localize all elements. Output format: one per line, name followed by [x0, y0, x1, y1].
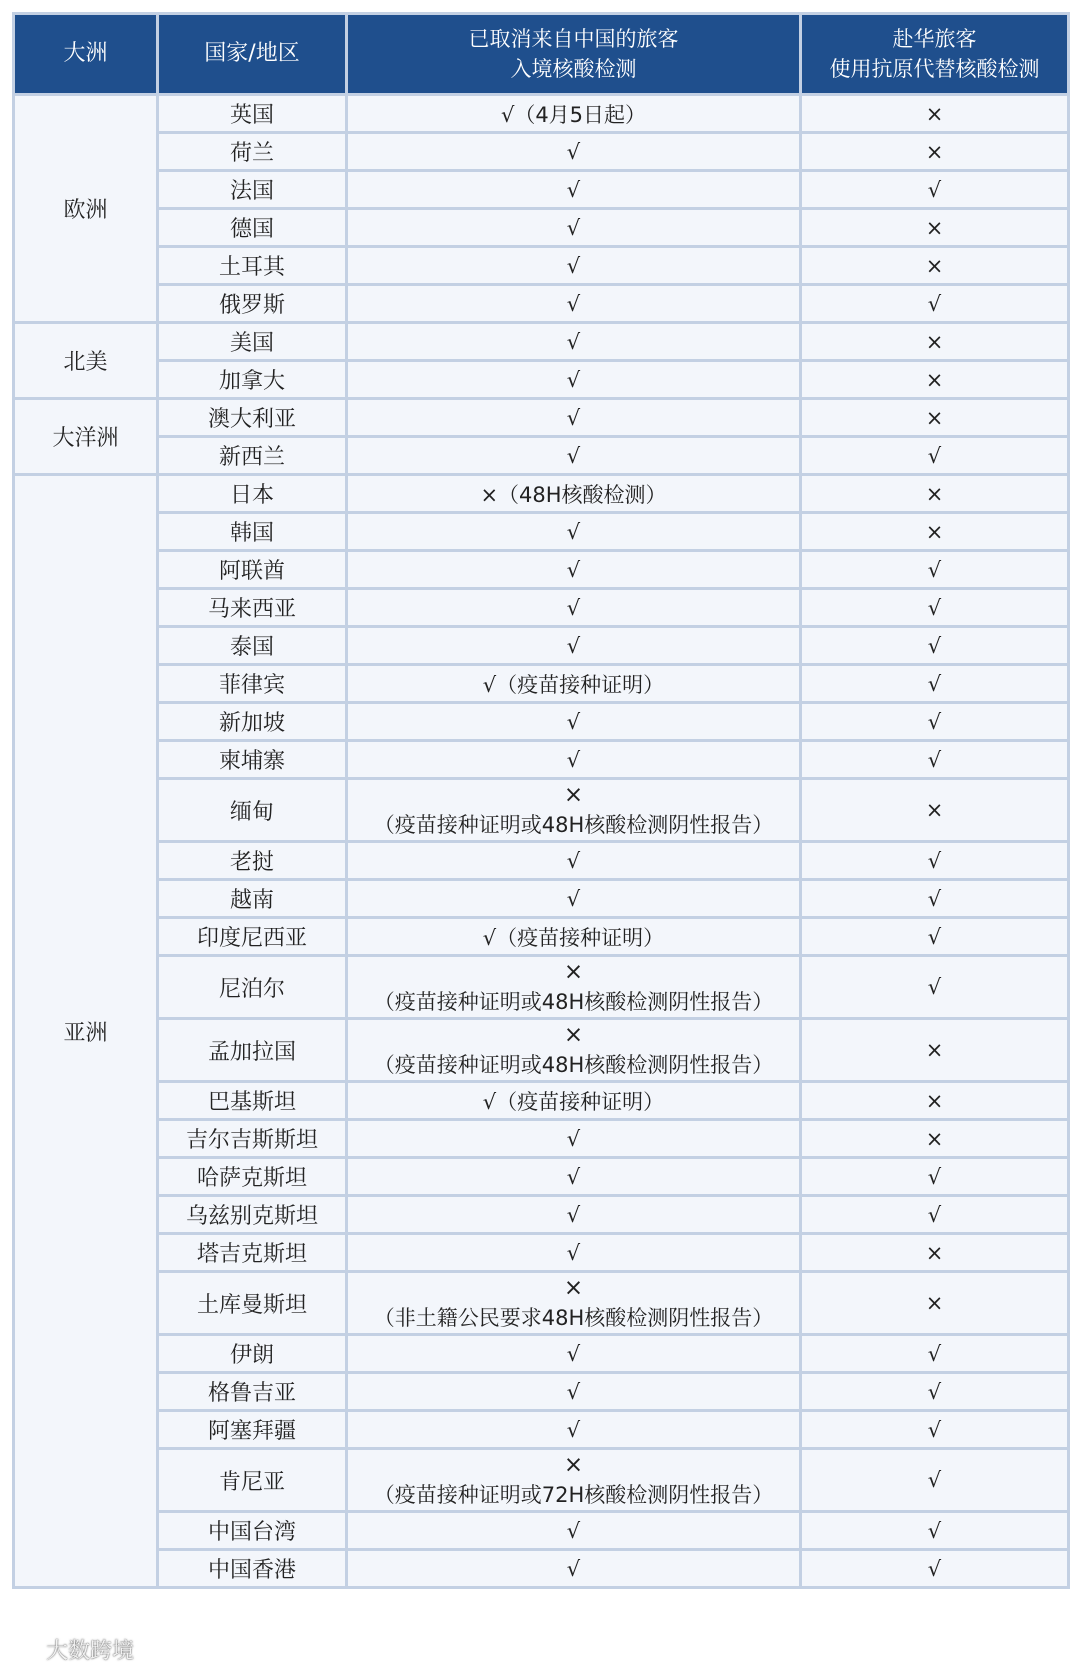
antigen-cell: √	[801, 627, 1069, 665]
antigen-cell: ×	[801, 475, 1069, 513]
entry-test-cell: √	[347, 209, 801, 247]
entry-test-status: ×	[563, 1275, 584, 1301]
entry-test-cell: √	[347, 1234, 801, 1272]
country-cell: 加拿大	[158, 361, 347, 399]
entry-test-cell: √	[347, 1196, 801, 1234]
entry-test-status: ×	[563, 959, 584, 985]
antigen-cell: ×	[801, 513, 1069, 551]
entry-test-cell: √	[347, 551, 801, 589]
antigen-cell: √	[801, 703, 1069, 741]
entry-test-cell: √	[347, 285, 801, 323]
country-cell: 吉尔吉斯斯坦	[158, 1120, 347, 1158]
antigen-cell: ×	[801, 1234, 1069, 1272]
entry-test-note: （疫苗接种证明或48H核酸检测阴性报告）	[373, 813, 774, 837]
entry-test-cell	[347, 1272, 801, 1335]
table-row	[14, 956, 1069, 1019]
country-cell: 乌兹别克斯坦	[158, 1196, 347, 1234]
table-row	[14, 399, 1069, 437]
table-row	[14, 1449, 1069, 1512]
antigen-cell: √	[801, 665, 1069, 703]
entry-test-cell: √（疫苗接种证明）	[347, 665, 801, 703]
country-cell: 柬埔寨	[158, 741, 347, 779]
country-cell: 法国	[158, 171, 347, 209]
country-cell: 菲律宾	[158, 665, 347, 703]
country-cell: 格鲁吉亚	[158, 1373, 347, 1411]
country-cell: 巴基斯坦	[158, 1082, 347, 1120]
country-cell: 哈萨克斯坦	[158, 1158, 347, 1196]
table-row	[14, 918, 1069, 956]
entry-test-cell: √	[347, 741, 801, 779]
header-entry-test-line2: 入境核酸检测	[510, 57, 637, 81]
table-row	[14, 551, 1069, 589]
entry-test-status: ×	[563, 1022, 584, 1048]
table-body	[14, 95, 1069, 1588]
entry-test-cell: √	[347, 399, 801, 437]
country-cell: 澳大利亚	[158, 399, 347, 437]
country-cell: 荷兰	[158, 133, 347, 171]
antigen-cell: √	[801, 880, 1069, 918]
table-row	[14, 779, 1069, 842]
table-row	[14, 1411, 1069, 1449]
country-cell: 孟加拉国	[158, 1019, 347, 1082]
table-row	[14, 95, 1069, 133]
entry-test-cell: √	[347, 171, 801, 209]
country-cell: 中国台湾	[158, 1512, 347, 1550]
entry-test-cell: √	[347, 589, 801, 627]
entry-test-cell: √	[347, 1120, 801, 1158]
entry-test-cell	[347, 1449, 801, 1512]
header-entry-test	[347, 14, 801, 95]
country-cell: 俄罗斯	[158, 285, 347, 323]
header-continent: 大洲	[14, 14, 158, 95]
country-cell: 美国	[158, 323, 347, 361]
entry-test-cell: √	[347, 1411, 801, 1449]
entry-test-cell: √（4月5日起）	[347, 95, 801, 133]
antigen-cell: √	[801, 1512, 1069, 1550]
continent-cell: 欧洲	[14, 95, 158, 323]
table-row	[14, 133, 1069, 171]
country-cell: 印度尼西亚	[158, 918, 347, 956]
country-cell: 韩国	[158, 513, 347, 551]
antigen-cell: ×	[801, 1120, 1069, 1158]
entry-test-cell: √	[347, 323, 801, 361]
antigen-cell: √	[801, 842, 1069, 880]
country-cell: 德国	[158, 209, 347, 247]
entry-test-cell: √	[347, 627, 801, 665]
antigen-cell: √	[801, 741, 1069, 779]
country-cell: 英国	[158, 95, 347, 133]
table-row	[14, 627, 1069, 665]
entry-test-note: （非土籍公民要求48H核酸检测阴性报告）	[373, 1306, 774, 1330]
table-row	[14, 880, 1069, 918]
entry-test-cell	[347, 1019, 801, 1082]
country-cell: 新西兰	[158, 437, 347, 475]
antigen-cell: √	[801, 1158, 1069, 1196]
table-row	[14, 323, 1069, 361]
antigen-cell: ×	[801, 247, 1069, 285]
entry-test-cell: √	[347, 880, 801, 918]
table-row	[14, 1120, 1069, 1158]
antigen-cell: √	[801, 551, 1069, 589]
continent-cell: 大洋洲	[14, 399, 158, 475]
country-cell: 阿联酋	[158, 551, 347, 589]
entry-test-cell: √	[347, 1158, 801, 1196]
table-row	[14, 1550, 1069, 1588]
antigen-cell: √	[801, 1196, 1069, 1234]
country-cell: 塔吉克斯坦	[158, 1234, 347, 1272]
country-cell: 马来西亚	[158, 589, 347, 627]
table-row	[14, 1158, 1069, 1196]
antigen-cell: ×	[801, 209, 1069, 247]
antigen-cell: ×	[801, 323, 1069, 361]
header-antigen-line2: 使用抗原代替核酸检测	[829, 57, 1040, 81]
antigen-cell: √	[801, 1335, 1069, 1373]
table-row	[14, 1272, 1069, 1335]
header-row	[14, 14, 1069, 95]
table-row	[14, 209, 1069, 247]
antigen-cell: √	[801, 1373, 1069, 1411]
entry-test-cell	[347, 779, 801, 842]
antigen-cell: √	[801, 918, 1069, 956]
entry-test-cell: √	[347, 513, 801, 551]
antigen-cell: √	[801, 1411, 1069, 1449]
watermark-text: 大数跨境	[46, 1639, 135, 1664]
antigen-cell: ×	[801, 1272, 1069, 1335]
entry-test-note: （疫苗接种证明或48H核酸检测阴性报告）	[373, 990, 774, 1014]
header-antigen	[801, 14, 1069, 95]
antigen-cell: ×	[801, 133, 1069, 171]
table-row	[14, 665, 1069, 703]
table-row	[14, 247, 1069, 285]
table-row	[14, 842, 1069, 880]
entry-test-cell: √	[347, 1550, 801, 1588]
table-row	[14, 513, 1069, 551]
antigen-cell: ×	[801, 1019, 1069, 1082]
entry-test-cell: √	[347, 361, 801, 399]
antigen-cell: √	[801, 956, 1069, 1019]
antigen-cell: ×	[801, 95, 1069, 133]
country-cell: 缅甸	[158, 779, 347, 842]
header-antigen-line1: 赴华旅客	[892, 27, 977, 51]
antigen-cell: ×	[801, 361, 1069, 399]
entry-test-cell: √	[347, 1335, 801, 1373]
table-row	[14, 1234, 1069, 1272]
antigen-cell: √	[801, 589, 1069, 627]
country-cell: 尼泊尔	[158, 956, 347, 1019]
country-cell: 土耳其	[158, 247, 347, 285]
entry-test-cell: √	[347, 437, 801, 475]
antigen-cell: √	[801, 285, 1069, 323]
table-row	[14, 741, 1069, 779]
table-row	[14, 1373, 1069, 1411]
antigen-cell: √	[801, 171, 1069, 209]
table-row	[14, 1196, 1069, 1234]
country-cell: 越南	[158, 880, 347, 918]
country-cell: 土库曼斯坦	[158, 1272, 347, 1335]
entry-test-cell: √	[347, 1512, 801, 1550]
entry-test-cell: √	[347, 133, 801, 171]
country-cell: 中国香港	[158, 1550, 347, 1588]
country-cell: 肯尼亚	[158, 1449, 347, 1512]
country-cell: 泰国	[158, 627, 347, 665]
entry-test-cell: √	[347, 1373, 801, 1411]
antigen-cell: ×	[801, 1082, 1069, 1120]
entry-test-cell: ×（48H核酸检测）	[347, 475, 801, 513]
entry-test-status: ×	[563, 782, 584, 808]
table-row	[14, 285, 1069, 323]
country-cell: 阿塞拜疆	[158, 1411, 347, 1449]
travel-policy-table	[12, 12, 1070, 1589]
entry-test-status: ×	[563, 1452, 584, 1478]
header-country: 国家/地区	[158, 14, 347, 95]
table-row	[14, 1019, 1069, 1082]
entry-test-cell: √（疫苗接种证明）	[347, 918, 801, 956]
antigen-cell: √	[801, 1550, 1069, 1588]
entry-test-cell: √	[347, 842, 801, 880]
header-entry-test-line1: 已取消来自中国的旅客	[468, 27, 679, 51]
entry-test-note: （疫苗接种证明或72H核酸检测阴性报告）	[373, 1483, 774, 1507]
country-cell: 日本	[158, 475, 347, 513]
entry-test-cell: √（疫苗接种证明）	[347, 1082, 801, 1120]
entry-test-note: （疫苗接种证明或48H核酸检测阴性报告）	[373, 1053, 774, 1077]
entry-test-cell: √	[347, 703, 801, 741]
table-row	[14, 1512, 1069, 1550]
table-row	[14, 475, 1069, 513]
antigen-cell: ×	[801, 399, 1069, 437]
continent-cell: 北美	[14, 323, 158, 399]
table-row	[14, 589, 1069, 627]
antigen-cell: √	[801, 437, 1069, 475]
table-row	[14, 1335, 1069, 1373]
antigen-cell: √	[801, 1449, 1069, 1512]
table-row	[14, 1082, 1069, 1120]
table-row	[14, 171, 1069, 209]
continent-cell: 亚洲	[14, 475, 158, 1588]
entry-test-cell: √	[347, 247, 801, 285]
watermark	[8, 1634, 134, 1665]
entry-test-cell	[347, 956, 801, 1019]
antigen-cell: ×	[801, 779, 1069, 842]
table-row	[14, 361, 1069, 399]
country-cell: 新加坡	[158, 703, 347, 741]
table-row	[14, 703, 1069, 741]
watermark-logo-icon	[8, 1639, 42, 1661]
country-cell: 伊朗	[158, 1335, 347, 1373]
country-cell: 老挝	[158, 842, 347, 880]
table-row	[14, 437, 1069, 475]
